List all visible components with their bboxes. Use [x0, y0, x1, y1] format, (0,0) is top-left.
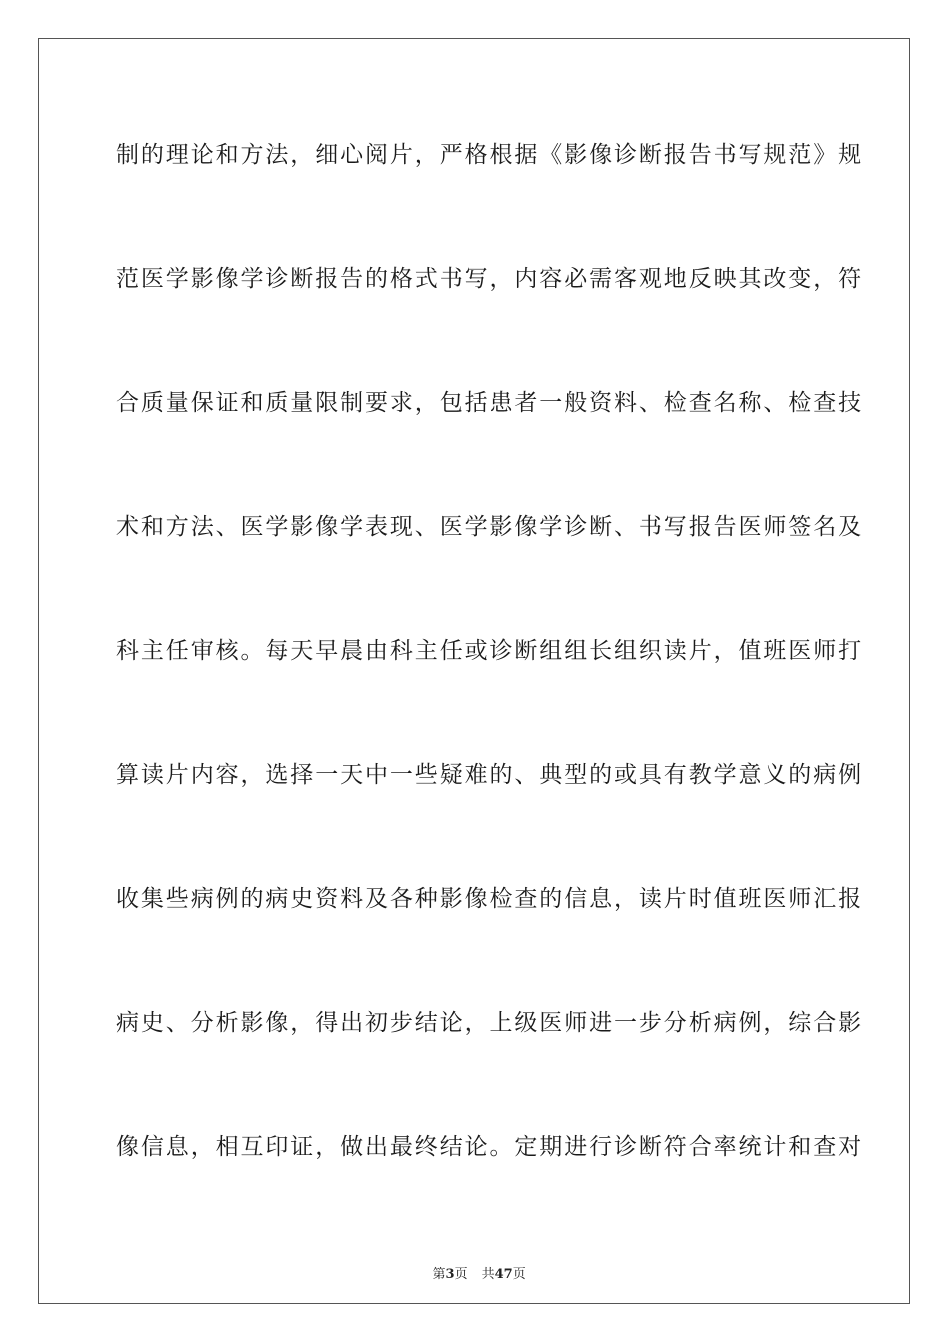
body-text-line-2: 范医学影像学诊断报告的格式书写，内容必需客观地反映其改变，符	[116, 266, 863, 292]
body-text-line-4: 术和方法、医学影像学表现、医学影像学诊断、书写报告医师签名及	[116, 514, 863, 540]
footer-page-number: 3	[445, 1267, 455, 1282]
footer-total-prefix: 共	[481, 1267, 495, 1282]
footer-page-suffix: 页	[454, 1267, 468, 1282]
body-text-line-7: 收集些病例的病史资料及各种影像检查的信息，读片时值班医师汇报	[116, 886, 863, 912]
footer-total-pages: 47	[494, 1267, 513, 1282]
page-footer	[0, 1248, 950, 1282]
body-text-line-3: 合质量保证和质量限制要求，包括患者一般资料、检查名称、检查技	[116, 390, 863, 416]
body-text-line-9: 像信息，相互印证，做出最终结论。定期进行诊断符合率统计和查对	[116, 1134, 863, 1160]
body-text-line-6: 算读片内容，选择一天中一些疑难的、典型的或具有教学意义的病例	[116, 762, 863, 788]
body-text-line-8: 病史、分析影像，得出初步结论，上级医师进一步分析病例，综合影	[116, 1010, 863, 1036]
page-border	[38, 38, 910, 1304]
footer-page-prefix: 第	[432, 1267, 446, 1282]
body-text-line-1: 制的理论和方法，细心阅片，严格根据《影像诊断报告书写规范》规	[116, 142, 863, 168]
body-text-line-5: 科主任审核。每天早晨由科主任或诊断组组长组织读片，值班医师打	[116, 638, 863, 664]
footer-total-suffix: 页	[512, 1267, 526, 1282]
